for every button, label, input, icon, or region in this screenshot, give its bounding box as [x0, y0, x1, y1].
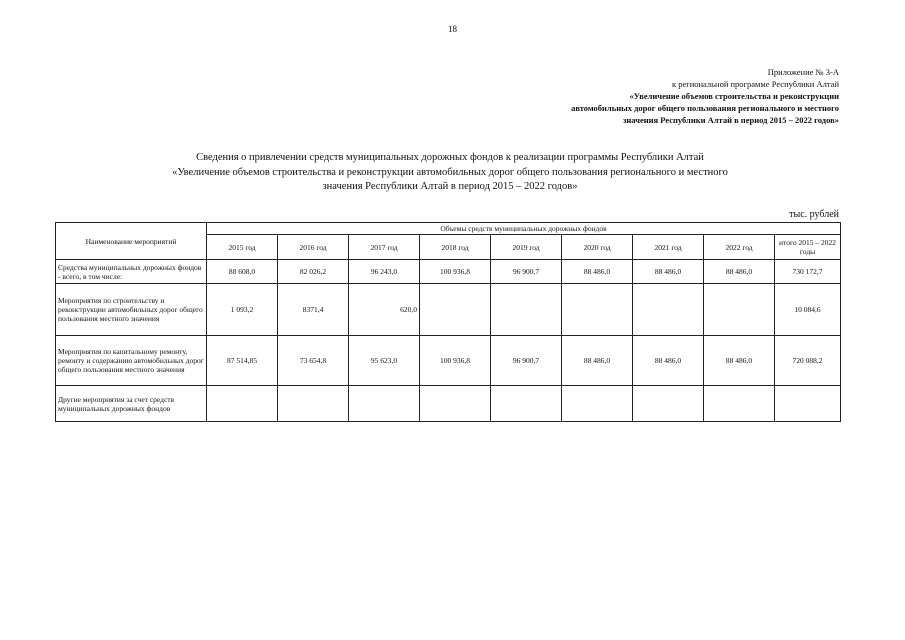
table-cell: [562, 386, 633, 422]
table-cell: [278, 386, 349, 422]
row-label: Мероприятия по капитальному ремонту, ремонту и содержанию автомобильных дорог общего пользования местного значения: [56, 336, 207, 386]
title-line-3: значения Республики Алтай в период 2015 – 2022 годов»: [322, 181, 578, 192]
table-cell: 88 486,0: [633, 336, 704, 386]
table-cell-total: [775, 386, 841, 422]
appendix-line-2: к региональной программе Республики Алтай: [671, 79, 839, 89]
table-cell: [633, 386, 704, 422]
table-cell: 1 093,2: [207, 284, 278, 336]
table-cell-total: 10 084,6: [775, 284, 841, 336]
document-title: [140, 151, 760, 195]
table-cell: 73 654,8: [278, 336, 349, 386]
table-row: [56, 386, 841, 422]
table-cell: [349, 386, 420, 422]
table-row: [56, 284, 841, 336]
units-label: тыс. рублей: [789, 209, 839, 220]
table-cell: 100 936,8: [420, 260, 491, 284]
funds-table: [55, 222, 841, 422]
table-cell: [704, 386, 775, 422]
table-cell: 96 243,0: [349, 260, 420, 284]
table-cell: 95 623,0: [349, 336, 420, 386]
table-cell-total: 730 172,7: [775, 260, 841, 284]
table-cell: 87 514,85: [207, 336, 278, 386]
table-row: [56, 336, 841, 386]
table-cell: 620,0: [349, 284, 420, 336]
table-cell: 82 026,2: [278, 260, 349, 284]
table-cell: 8371,4: [278, 284, 349, 336]
appendix-line-3: «Увеличение объемов строительства и реконструкции: [629, 91, 839, 101]
row-label: Средства муниципальных дорожных фондов - всего, в том числе:: [56, 260, 207, 284]
appendix-line-1: Приложение № 3-А: [767, 67, 839, 77]
header-year: 2017 год: [349, 235, 420, 260]
table-cell: 88 486,0: [704, 336, 775, 386]
table-cell: 96 900,7: [491, 336, 562, 386]
header-year: 2016 год: [278, 235, 349, 260]
table-cell: [562, 284, 633, 336]
table-cell: 88 608,0: [207, 260, 278, 284]
table-cell: 100 936,8: [420, 336, 491, 386]
header-year: 2018 год: [420, 235, 491, 260]
table-cell: [207, 386, 278, 422]
header-name: Наименование мероприятий: [56, 223, 207, 260]
title-line-2: «Увеличение объемов строительства и реконструкции автомобильных дорог общего пользования регионального и местного: [172, 166, 728, 178]
table-cell: 88 486,0: [633, 260, 704, 284]
table-cell: [491, 284, 562, 336]
table-cell: [420, 386, 491, 422]
table-cell: [633, 284, 704, 336]
header-year: 2021 год: [633, 235, 704, 260]
table-row: [56, 260, 841, 284]
header-year: 2019 год: [491, 235, 562, 260]
table-cell: 88 486,0: [562, 260, 633, 284]
table-cell-total: 720 088,2: [775, 336, 841, 386]
table-cell: [704, 284, 775, 336]
row-label: Другие мероприятия за счет средств муниципальных дорожных фондов: [56, 386, 207, 422]
header-year: 2022 год: [704, 235, 775, 260]
header-year: 2020 год: [562, 235, 633, 260]
table-cell: [491, 386, 562, 422]
header-group: Объемы средств муниципальных дорожных фондов: [207, 223, 841, 235]
header-year: 2015 год: [207, 235, 278, 260]
page-number: 18: [448, 24, 457, 34]
table-cell: 96 900,7: [491, 260, 562, 284]
row-label: Мероприятия по строительству и реконструкции автомобильных дорог общего пользования местного значения: [56, 284, 207, 336]
appendix-block: [571, 66, 839, 126]
table-cell: [420, 284, 491, 336]
title-line-1: Сведения о привлечении средств муниципальных дорожных фондов к реализации программы Республики Алтай: [196, 152, 704, 163]
appendix-line-5: значения Республики Алтай в период 2015 – 2022 годов»: [622, 115, 839, 125]
table-cell: 88 486,0: [562, 336, 633, 386]
appendix-line-4: автомобильных дорог общего пользования регионального и местного: [571, 103, 839, 113]
header-year-total: итого 2015 – 2022 годы: [775, 235, 841, 260]
table-cell: 88 486,0: [704, 260, 775, 284]
